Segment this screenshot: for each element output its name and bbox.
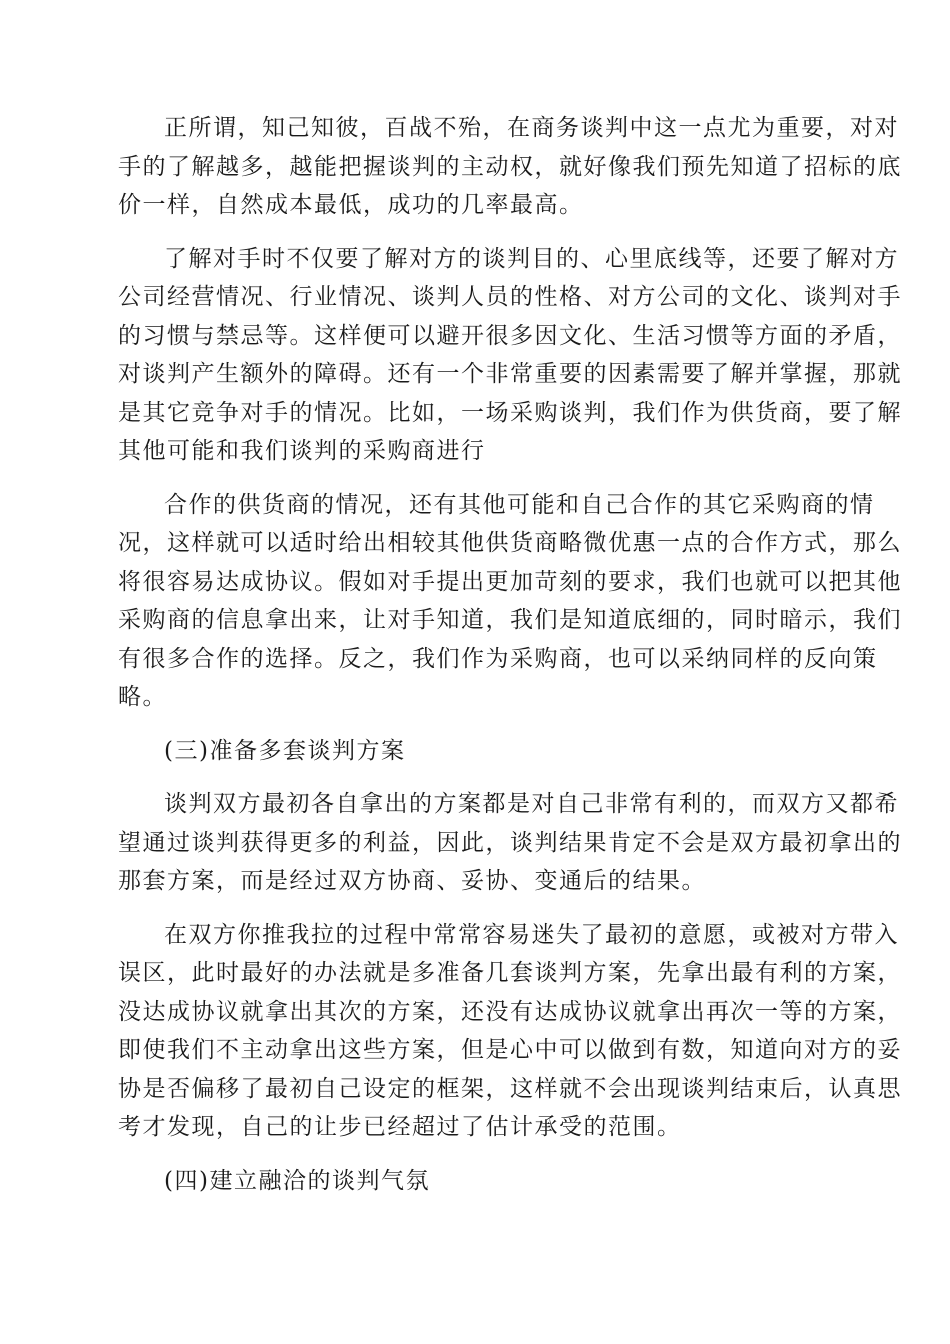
document-page: [118, 109, 902, 1215]
text-line: 了解对手时不仅要了解对方的谈判目的、心里底线等，还要了解对方: [164, 245, 899, 272]
paragraph-initial-proposals: [118, 785, 902, 901]
text-line: 是其它竞争对手的情况。比如，一场采购谈判，我们作为供货商，要了解: [118, 399, 902, 426]
text-line: 即使我们不主动拿出这些方案，但是心中可以做到有数，知道向对方的妥: [118, 1037, 902, 1063]
text-line: 手的了解越多，越能把握谈判的主动权，就好像我们预先知道了招标的底: [118, 153, 902, 180]
paragraph-understand-opponent-details: [118, 240, 902, 471]
text-line: 望通过谈判获得更多的利益，因此，谈判结果肯定不会是双方最初拿出的: [118, 829, 902, 856]
text-line: 正所谓，知己知彼，百战不殆，在商务谈判中这一点尤为重要，对对: [164, 115, 899, 141]
text-line: 协是否偏移了最初自己设定的框架，这样就不会出现谈判结束后，认真思: [118, 1075, 902, 1102]
text-line: 略。: [118, 684, 167, 710]
text-line: 其他可能和我们谈判的采购商进行: [118, 438, 486, 464]
text-line: 的习惯与禁忌等。这样便可以避开很多因文化、生活习惯等方面的矛盾，: [118, 322, 902, 349]
text-line: 有很多合作的选择。反之，我们作为采购商，也可以采纳同样的反向策: [118, 645, 878, 672]
paragraph-know-the-opponent: [118, 109, 902, 225]
text-line: 误区，此时最好的办法就是多准备几套谈判方案，先拿出最有利的方案，: [118, 960, 902, 986]
text-line: 谈判双方最初各自拿出的方案都是对自己非常有利的，而双方又都希: [164, 791, 899, 817]
text-line: 价一样，自然成本最低，成功的几率最高。: [118, 192, 584, 218]
text-line: 那套方案，而是经过双方协商、妥协、变通后的结果。: [118, 868, 706, 894]
text-line: 在双方你推我拉的过程中常常容易迷失了最初的意愿，或被对方带入: [164, 921, 899, 948]
text-line: 公司经营情况、行业情况、谈判人员的性格、对方公司的文化、谈判对手: [118, 284, 902, 310]
text-line: 对谈判产生额外的障碍。还有一个非常重要的因素需要了解并掌握，那就: [118, 361, 902, 387]
text-line: 合作的供货商的情况，还有其他可能和自己合作的其它采购商的情: [164, 491, 875, 518]
text-line: 况，这样就可以适时给出相较其他供货商略微优惠一点的合作方式，那么: [118, 530, 902, 556]
paragraph-multiple-plans: [118, 916, 902, 1147]
section-heading-4: (四)建立融洽的谈判气氛: [164, 1167, 430, 1194]
section-heading-3: (三)准备多套谈判方案: [164, 737, 406, 764]
text-line: 没达成协议就拿出其次的方案，还没有达成协议就拿出再次一等的方案，: [118, 998, 902, 1025]
paragraph-suppliers-and-buyers: [118, 486, 902, 717]
text-line: 将很容易达成协议。假如对手提出更加苛刻的要求，我们也就可以把其他: [118, 568, 902, 595]
text-line: 采购商的信息拿出来，让对手知道，我们是知道底细的，同时暗示，我们: [118, 607, 902, 633]
text-line: 考才发现，自己的让步已经超过了估计承受的范围。: [118, 1114, 682, 1140]
